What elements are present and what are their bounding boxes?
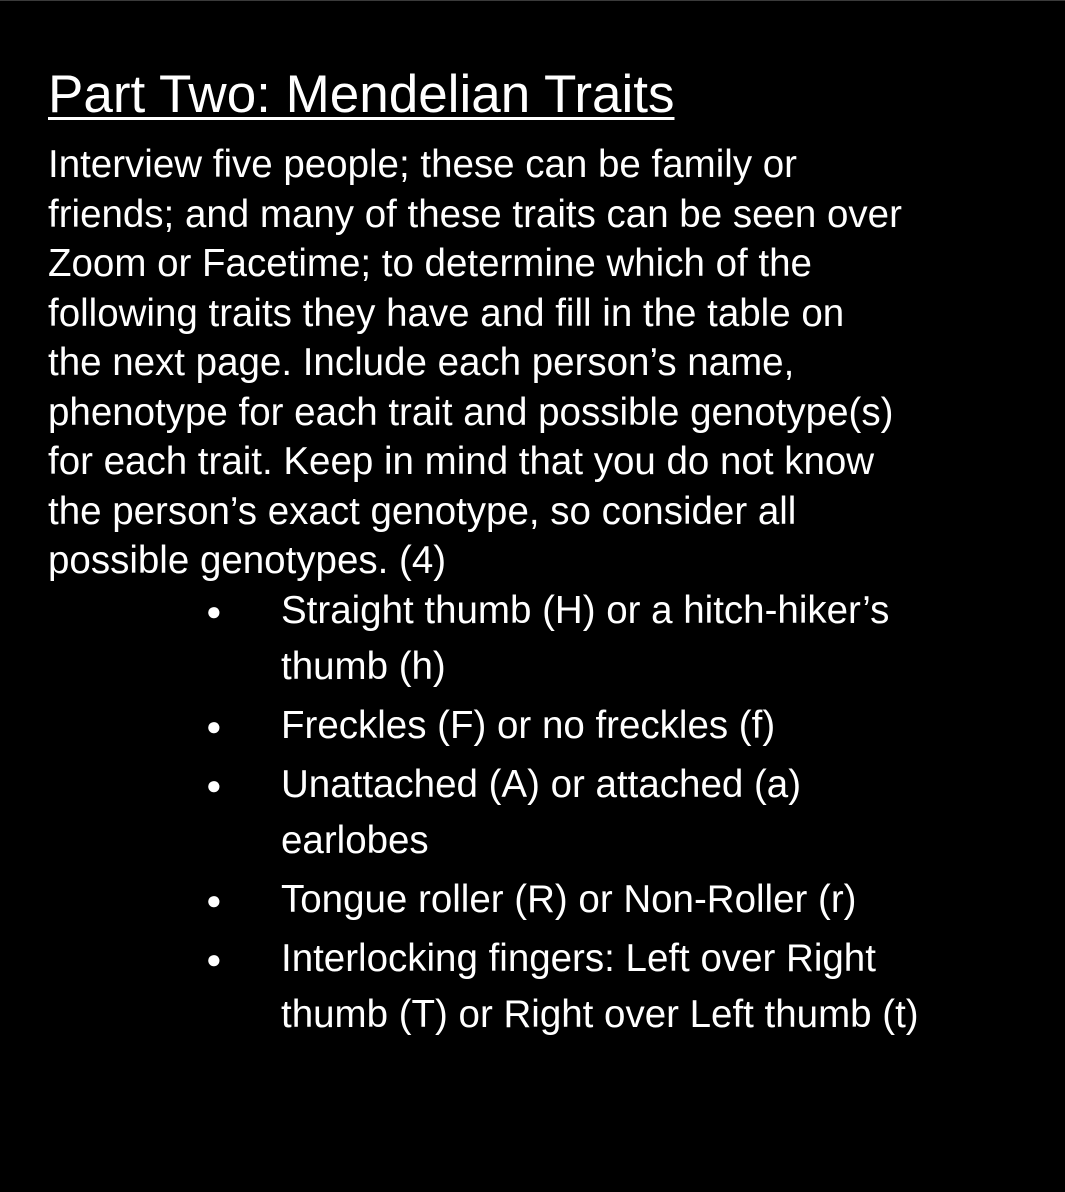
trait-item-tongue	[0, 872, 919, 928]
bullet-icon: ●	[206, 596, 222, 626]
trait-line: earlobes	[281, 819, 429, 862]
instructions-line: following traits they have and fill in the table on	[48, 291, 845, 335]
instructions-line: Interview five people; these can be family or	[48, 143, 798, 186]
trait-line: Interlocking fingers: Left over Right	[281, 937, 876, 980]
page-title: Part Two: Mendelian Traits	[48, 65, 675, 124]
bullet-icon: ●	[206, 770, 222, 800]
trait-line: thumb (T) or Right over Left thumb (t)	[281, 993, 919, 1036]
bullet-icon: ●	[206, 944, 222, 974]
trait-line: Tongue roller (R) or Non-Roller (r)	[281, 878, 857, 921]
instructions-line: for each trait. Keep in mind that you do not know	[48, 440, 875, 483]
instructions-line: the person’s exact genotype, so consider all	[48, 489, 797, 533]
bullet-icon: ●	[206, 885, 222, 915]
trait-list	[0, 583, 919, 1046]
trait-line: Unattached (A) or attached (a)	[281, 763, 802, 806]
trait-item-thumb	[0, 583, 919, 695]
instructions-line: possible genotypes. (4)	[48, 539, 447, 582]
bullet-icon: ●	[206, 711, 222, 741]
instructions-line: friends; and many of these traits can be seen over	[48, 192, 902, 236]
trait-line: Freckles (F) or no freckles (f)	[281, 704, 776, 747]
instructions-line: Zoom or Facetime; to determine which of the	[48, 242, 812, 285]
trait-line: Straight thumb (H) or a hitch-hiker’s	[281, 589, 890, 632]
instructions-line: the next page. Include each person’s name,	[48, 341, 795, 384]
instructions-paragraph	[48, 140, 1048, 586]
trait-item-earlobes	[0, 757, 919, 869]
trait-item-fingers	[0, 931, 919, 1043]
trait-item-freckles	[0, 698, 919, 754]
instructions-line: phenotype for each trait and possible genotype(s)	[48, 390, 894, 434]
trait-line: thumb (h)	[281, 645, 446, 688]
